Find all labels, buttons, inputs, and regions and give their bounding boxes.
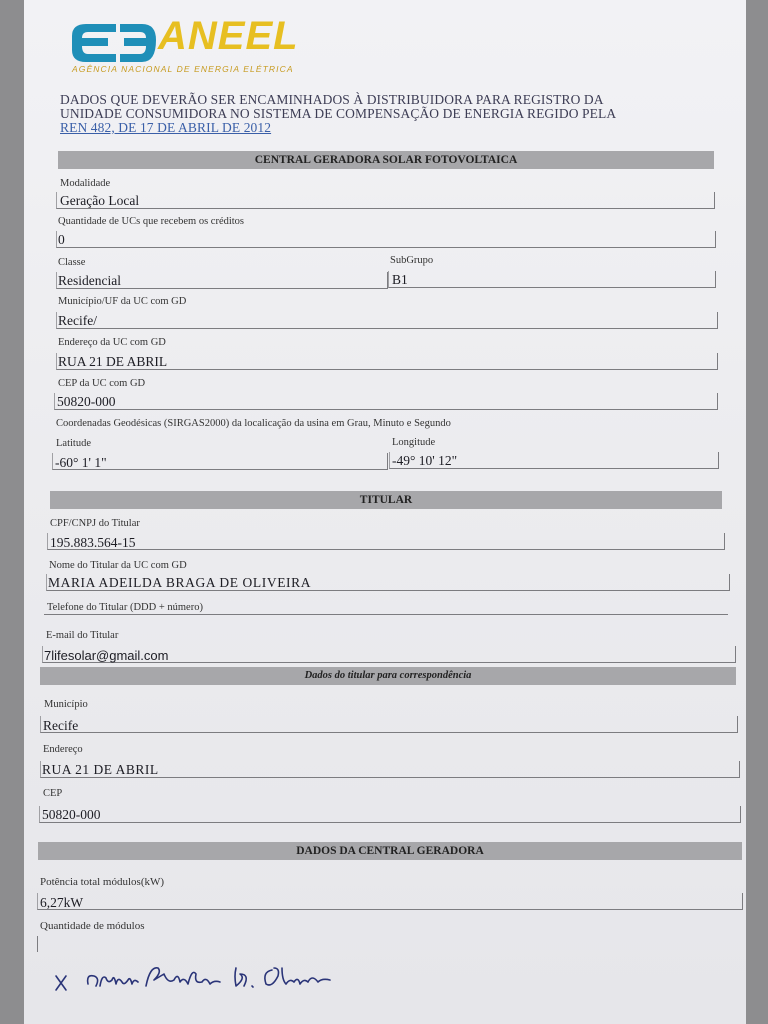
qtd-ucs-label: Quantidade de UCs que recebem os créditos <box>58 216 245 227</box>
nome-titular-value: MARIA ADEILDA BRAGA DE OLIVEIRA <box>48 575 312 590</box>
email-value: 7lifesolar@gmail.com <box>44 648 169 663</box>
coordenadas-label: Coordenadas Geodésicas (SIRGAS2000) da localicação da usina em Grau, Minuto e Segundo <box>56 418 451 429</box>
longitude-value: -49° 10' 12" <box>392 453 458 468</box>
nome-titular-label: Nome do Titular da UC com GD <box>49 560 187 571</box>
qtd-modulos-label: Quantidade de módulos <box>40 920 145 932</box>
municipio-uc-label: Município/UF da UC com GD <box>58 296 187 307</box>
email-label: E-mail do Titular <box>46 630 119 641</box>
subgrupo-field-box <box>388 271 716 288</box>
endereco-corresp-label: Endereço <box>43 744 83 755</box>
classe-value: Residencial <box>58 273 121 288</box>
modalidade-value: Geração Local <box>60 193 140 208</box>
endereco-uc-value: RUA 21 DE ABRIL <box>58 354 168 369</box>
endereco-corresp-value: RUA 21 DE ABRIL <box>42 762 159 777</box>
cep-corresp-label: CEP <box>43 788 63 799</box>
section-bar-dados-central: DADOS DA CENTRAL GERADORA <box>38 842 742 860</box>
heading-line-1: DADOS QUE DEVERÃO SER ENCAMINHADOS À DISTRIBUIDORA PARA REGISTRO DA <box>60 92 604 107</box>
cep-uc-field-box <box>54 393 718 410</box>
subgrupo-label: SubGrupo <box>390 255 434 266</box>
section-bar-correspondencia: Dados do titular para correspondência <box>40 667 736 685</box>
heading-reference-link[interactable]: REN 482, DE 17 DE ABRIL DE 2012 <box>60 120 272 135</box>
cep-corresp-field-box <box>39 806 741 823</box>
qtd-modulos-field-box <box>37 936 40 952</box>
endereco-uc-label: Endereço da UC com GD <box>58 337 166 348</box>
potencia-value: 6,27kW <box>40 895 84 910</box>
section-bar-central: CENTRAL GERADORA SOLAR FOTOVOLTAICA <box>58 151 714 169</box>
latitude-label: Latitude <box>56 438 91 449</box>
handwritten-signature <box>50 954 390 1002</box>
cep-uc-label: CEP da UC com GD <box>58 378 146 389</box>
brand-name: ANEEL <box>158 14 299 58</box>
cep-uc-value: 50820-000 <box>57 394 116 409</box>
municipio-corresp-value: Recife <box>43 718 79 733</box>
agency-name: AGÊNCIA NACIONAL DE ENERGIA ELÉTRICA <box>72 64 294 74</box>
cpf-label: CPF/CNPJ do Titular <box>50 518 140 529</box>
subgrupo-value: B1 <box>392 272 408 287</box>
municipio-uc-field-box <box>56 312 718 329</box>
municipio-corresp-field-box <box>40 716 738 733</box>
municipio-corresp-label: Município <box>44 699 88 710</box>
classe-label: Classe <box>58 257 86 268</box>
potencia-label: Potência total módulos(kW) <box>40 876 165 888</box>
modalidade-label: Modalidade <box>60 178 111 189</box>
qtd-ucs-value: 0 <box>58 232 65 247</box>
cpf-value: 195.883.564-15 <box>50 535 136 550</box>
cep-corresp-value: 50820-000 <box>42 807 101 822</box>
qtd-ucs-field-box <box>56 231 716 248</box>
telefone-field-box <box>44 598 728 615</box>
section-bar-titular: TITULAR <box>50 491 722 509</box>
cpf-field-box <box>47 533 725 550</box>
longitude-label: Longitude <box>392 437 436 448</box>
heading-line-2: UNIDADE CONSUMIDORA NO SISTEMA DE COMPENSAÇÃO DE ENERGIA REGIDO PELA <box>60 106 617 121</box>
modalidade-field-box <box>56 192 715 209</box>
form-heading <box>60 93 700 135</box>
telefone-label: Telefone do Titular (DDD + número) <box>47 602 203 613</box>
potencia-field-box <box>37 893 743 910</box>
latitude-value: -60° 1' 1" <box>55 455 107 470</box>
municipio-uc-value: Recife/ <box>58 313 97 328</box>
